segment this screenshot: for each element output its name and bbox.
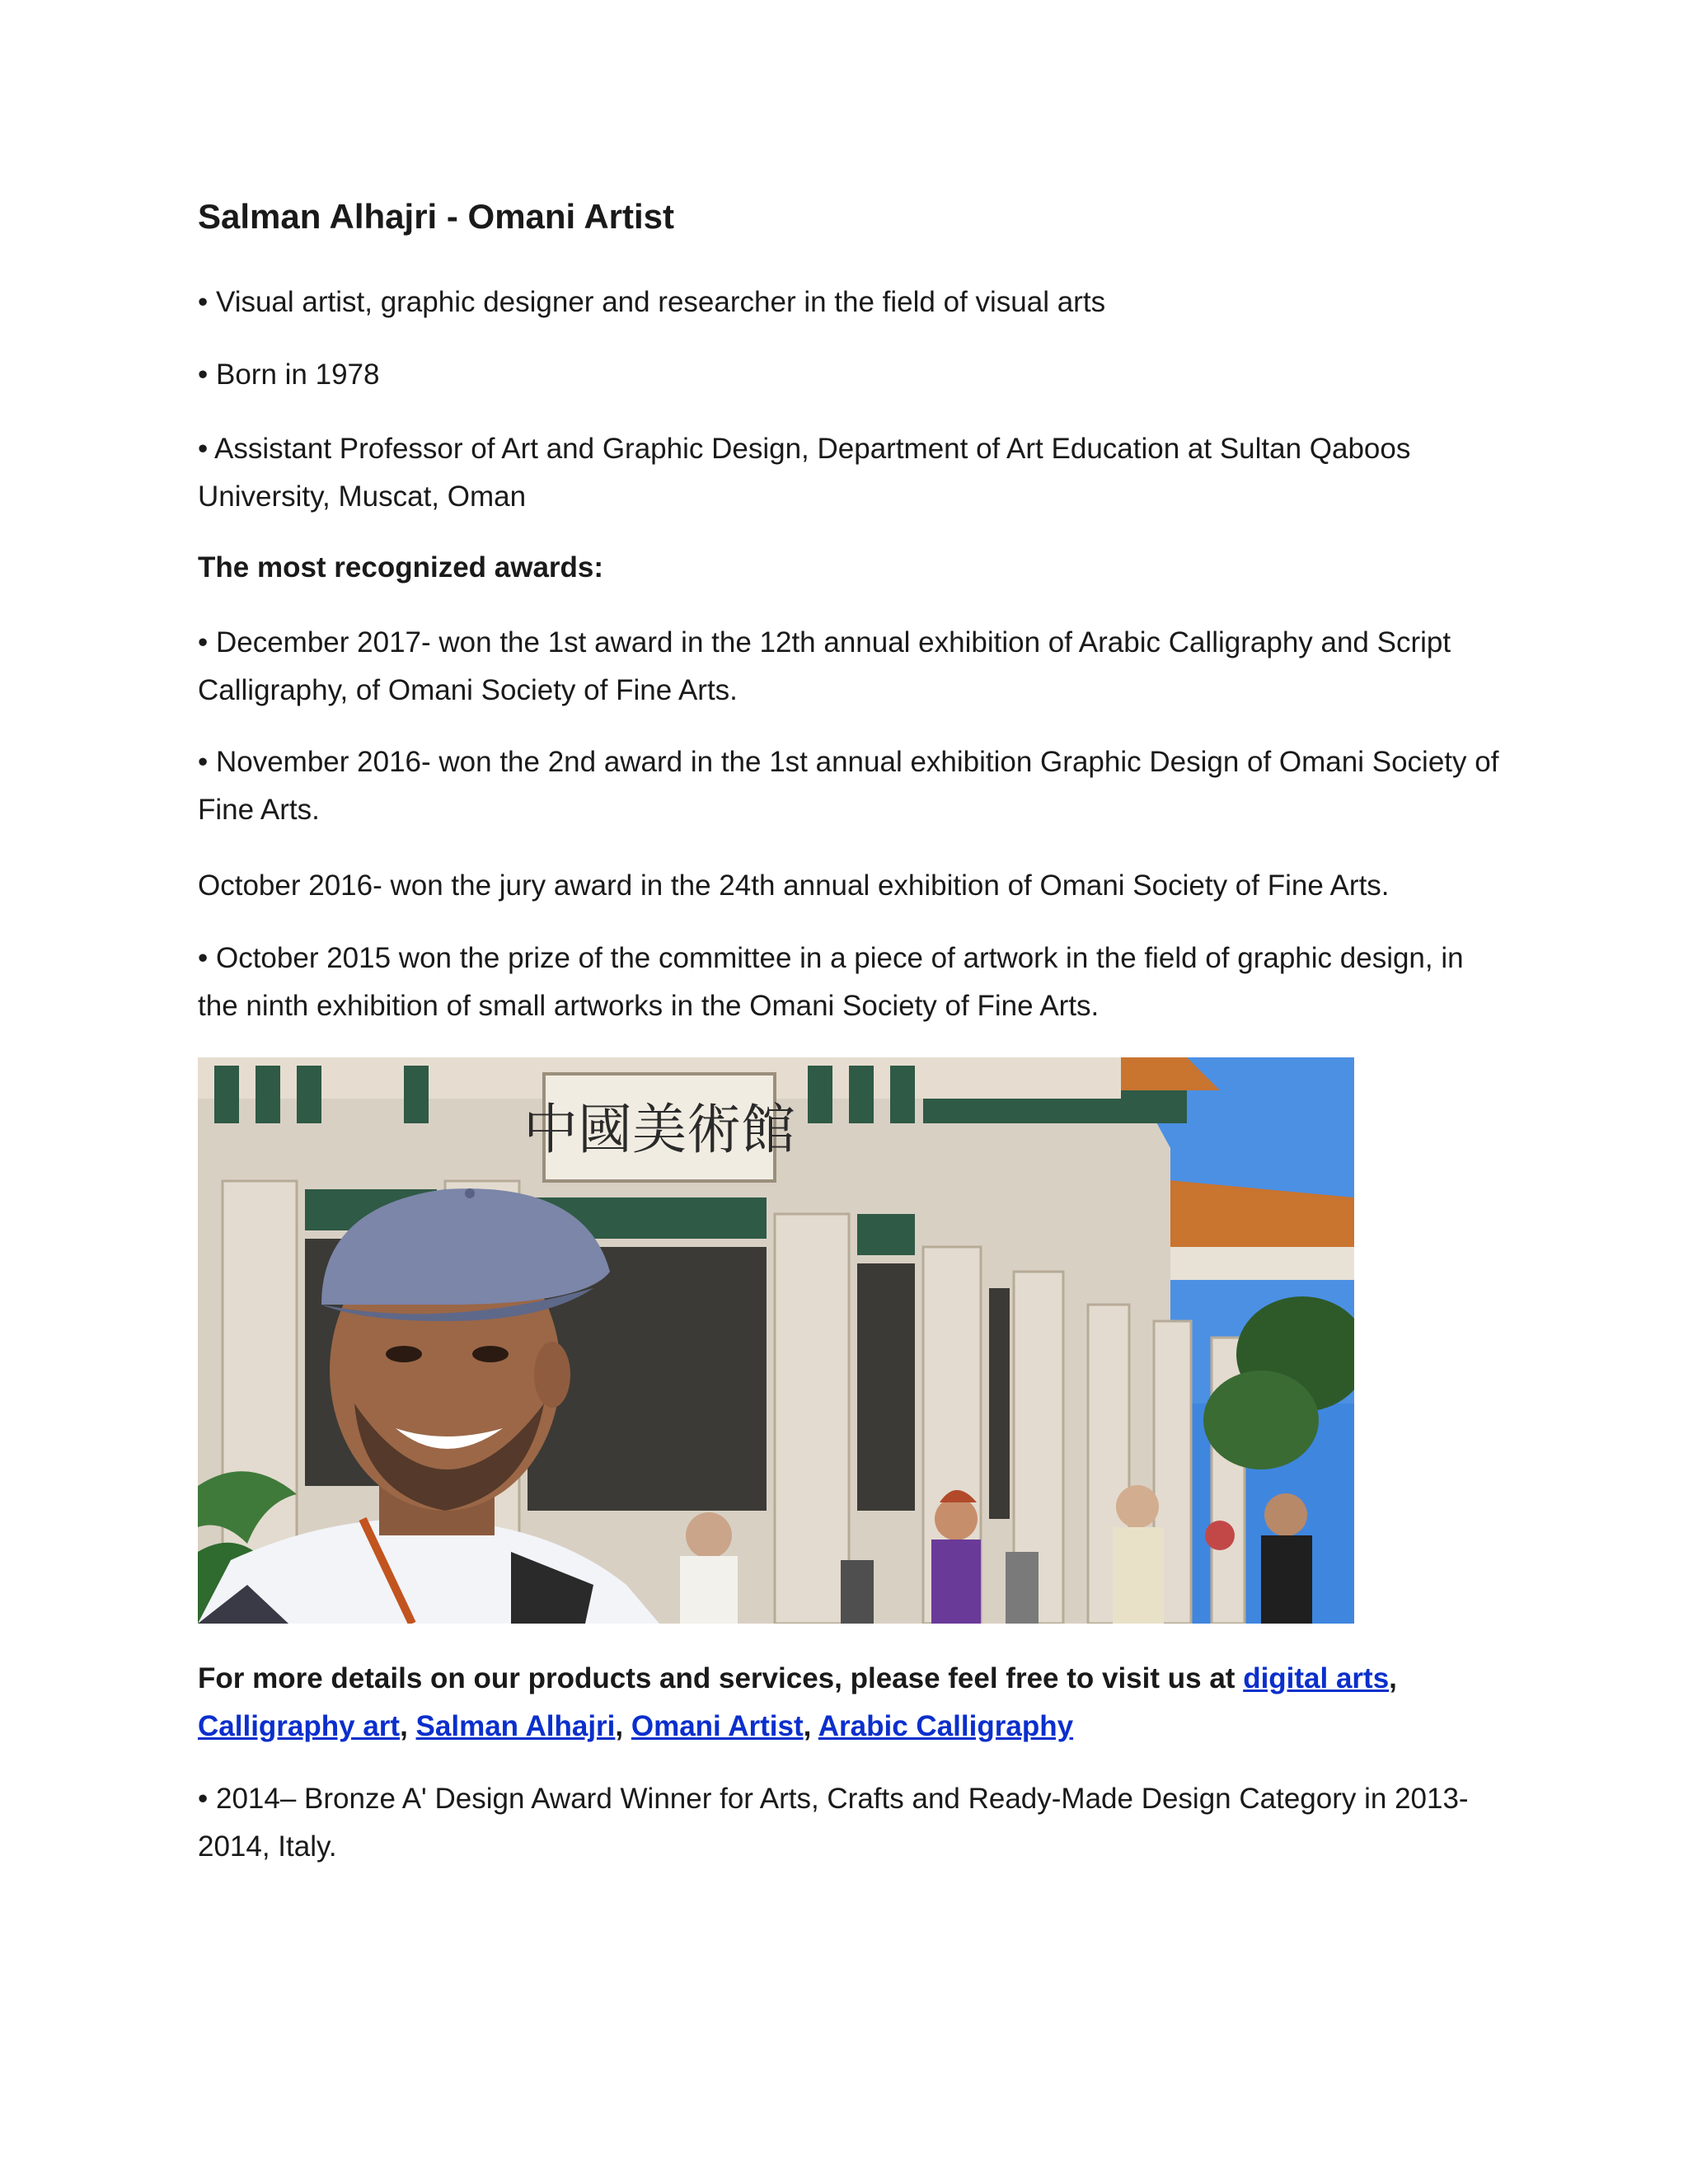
building-sign: 中國美術館 [523,1098,795,1161]
cta-separator: , [615,1710,624,1742]
link-omani-artist[interactable]: Omani Artist [631,1710,804,1742]
bio-position: • Assistant Professor of Art and Graphic Design, Department of Art Education at Sultan Qaboos University, Muscat, Oman [198,433,1411,513]
link-arabic-calligraphy[interactable]: Arabic Calligraphy [818,1710,1074,1742]
link-salman-alhajri[interactable]: Salman Alhajri [415,1710,616,1742]
bio-birth: • Born in 1978 [198,359,380,391]
award-item-oct-2016: October 2016- won the jury award in the 24th annual exhibition of Omani Society of Fine Arts. [198,869,1390,902]
award-item-2014: • 2014– Bronze A' Design Award Winner for Arts, Crafts and Ready-Made Design Category in 2013-2014, Italy. [198,1783,1469,1863]
page-title: Salman Alhajri - Omani Artist [198,197,675,236]
link-calligraphy-art[interactable]: Calligraphy art [198,1710,401,1742]
award-item-2015: • October 2015 won the prize of the committee in a piece of artwork in the field of graphic design, in the ninth exhibition of small artworks in the Omani Society of Fine Arts. [198,942,1464,1022]
artist-photo [198,1057,1354,1624]
cta-paragraph [198,1655,1500,1750]
cta-separator: , [400,1710,408,1742]
award-item-2017: • December 2017- won the 1st award in the 12th annual exhibition of Arabic Calligraphy and Script Calligraphy, of Omani Society of Fine Arts. [198,626,1451,706]
bio-profession: • Visual artist, graphic designer and researcher in the field of visual arts [198,286,1106,318]
award-item-nov-2016: • November 2016- won the 2nd award in the 1st annual exhibition Graphic Design of Omani Society of Fine Arts. [198,746,1499,826]
awards-heading: The most recognized awards: [198,551,604,583]
link-digital-arts[interactable]: digital arts [1243,1662,1390,1694]
cta-lead: For more details on our products and services, please feel free to visit us at [198,1662,1236,1694]
cta-separator: , [1389,1662,1397,1694]
cta-separator: , [803,1710,812,1742]
